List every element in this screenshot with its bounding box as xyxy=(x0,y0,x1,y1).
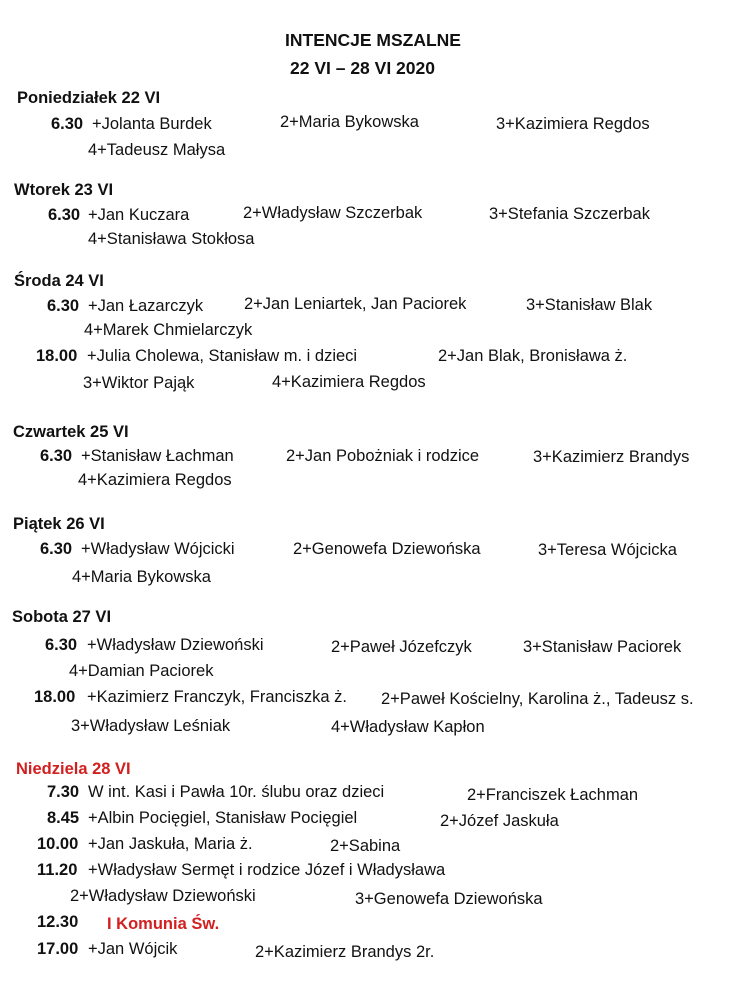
intention: 3+Wiktor Pająk xyxy=(83,374,195,392)
mass-time: 6.30 xyxy=(51,115,84,133)
intention: +Julia Cholewa, Stanisław m. i dzieci xyxy=(87,347,358,365)
intention: 2+Józef Jaskuła xyxy=(440,812,559,830)
intention: +Jan Wójcik xyxy=(88,940,178,958)
mass-time: 18.00 xyxy=(36,347,78,365)
date-range: 22 VI – 28 VI 2020 xyxy=(290,58,435,78)
intention: +Kazimierz Franczyk, Franciszka ż. xyxy=(87,688,347,706)
intention: 2+Jan Blak, Bronisława ż. xyxy=(438,347,628,365)
intention: 4+Tadeusz Małysa xyxy=(88,141,226,159)
day-heading-sunday: Niedziela 28 VI xyxy=(16,760,131,778)
intention: 3+Genowefa Dziewońska xyxy=(355,890,543,908)
intention: 3+Stanisław Paciorek xyxy=(523,638,682,656)
intention: 2+Władysław Dziewoński xyxy=(70,887,256,905)
intention: +Władysław Sermęt i rodzice Józef i Władysława xyxy=(88,861,446,879)
intention: 3+Kazimiera Regdos xyxy=(496,115,650,133)
intention: 4+Kazimiera Regdos xyxy=(272,373,426,391)
intention: +Jolanta Burdek xyxy=(92,115,212,133)
intention: W int. Kasi i Pawła 10r. ślubu oraz dzieci xyxy=(88,783,385,801)
mass-time: 11.20 xyxy=(37,861,78,879)
mass-time: 7.30 xyxy=(47,783,80,801)
mass-time: 8.45 xyxy=(47,809,80,827)
intention: 3+Kazimierz Brandys xyxy=(533,448,690,466)
intention: 2+Jan Leniartek, Jan Paciorek xyxy=(244,295,467,313)
intention: 4+Władysław Kapłon xyxy=(331,718,485,736)
mass-time: 6.30 xyxy=(40,540,73,558)
day-heading: Czwartek 25 VI xyxy=(13,423,129,441)
intention: 3+Stanisław Blak xyxy=(526,296,653,314)
intention: 4+Damian Paciorek xyxy=(69,662,214,680)
intention: +Jan Kuczara xyxy=(88,206,190,224)
intention: 2+Paweł Józefczyk xyxy=(331,638,472,656)
intention: 2+Genowefa Dziewońska xyxy=(293,540,481,558)
mass-time: 18.00 xyxy=(34,688,76,706)
intention: 3+Teresa Wójcicka xyxy=(538,541,677,559)
day-heading: Poniedziałek 22 VI xyxy=(17,89,161,107)
intention: +Jan Jaskuła, Maria ż. xyxy=(88,835,253,853)
mass-time: 10.00 xyxy=(37,835,79,853)
intention: 2+Jan Pobożniak i rodzice xyxy=(286,447,480,465)
intention: 4+Stanisława Stokłosa xyxy=(88,230,255,248)
day-heading: Sobota 27 VI xyxy=(12,608,112,626)
mass-time: 12.30 xyxy=(37,913,79,931)
intention: 2+Władysław Szczerbak xyxy=(243,204,423,222)
page-title: INTENCJE MSZALNE xyxy=(285,30,461,50)
intention: +Albin Pocięgiel, Stanisław Pocięgiel xyxy=(88,809,358,827)
day-heading: Wtorek 23 VI xyxy=(14,181,114,199)
intention: +Jan Łazarczyk xyxy=(88,297,204,315)
intention: +Stanisław Łachman xyxy=(81,447,234,465)
intention: 2+Franciszek Łachman xyxy=(467,786,639,804)
intention: 3+Stefania Szczerbak xyxy=(489,205,650,223)
day-heading: Piątek 26 VI xyxy=(13,515,105,533)
day-heading: Środa 24 VI xyxy=(14,272,104,290)
intention: 4+Kazimiera Regdos xyxy=(78,471,232,489)
intention: 2+Paweł Kościelny, Karolina ż., Tadeusz s. xyxy=(381,690,694,708)
intention: 4+Marek Chmielarczyk xyxy=(84,321,253,339)
mass-time: 17.00 xyxy=(37,940,79,958)
intention: 2+Kazimierz Brandys 2r. xyxy=(255,943,435,961)
intention: 2+Sabina xyxy=(330,837,401,855)
mass-time: 6.30 xyxy=(45,636,78,654)
mass-time: 6.30 xyxy=(40,447,73,465)
intention: 3+Władysław Leśniak xyxy=(71,717,231,735)
first-communion-note: I Komunia Św. xyxy=(107,915,220,933)
intention: +Władysław Wójcicki xyxy=(81,540,235,558)
intention: +Władysław Dziewoński xyxy=(87,636,264,654)
mass-time: 6.30 xyxy=(48,206,81,224)
intention: 4+Maria Bykowska xyxy=(72,568,211,586)
mass-time: 6.30 xyxy=(47,297,80,315)
intention: 2+Maria Bykowska xyxy=(280,113,419,131)
